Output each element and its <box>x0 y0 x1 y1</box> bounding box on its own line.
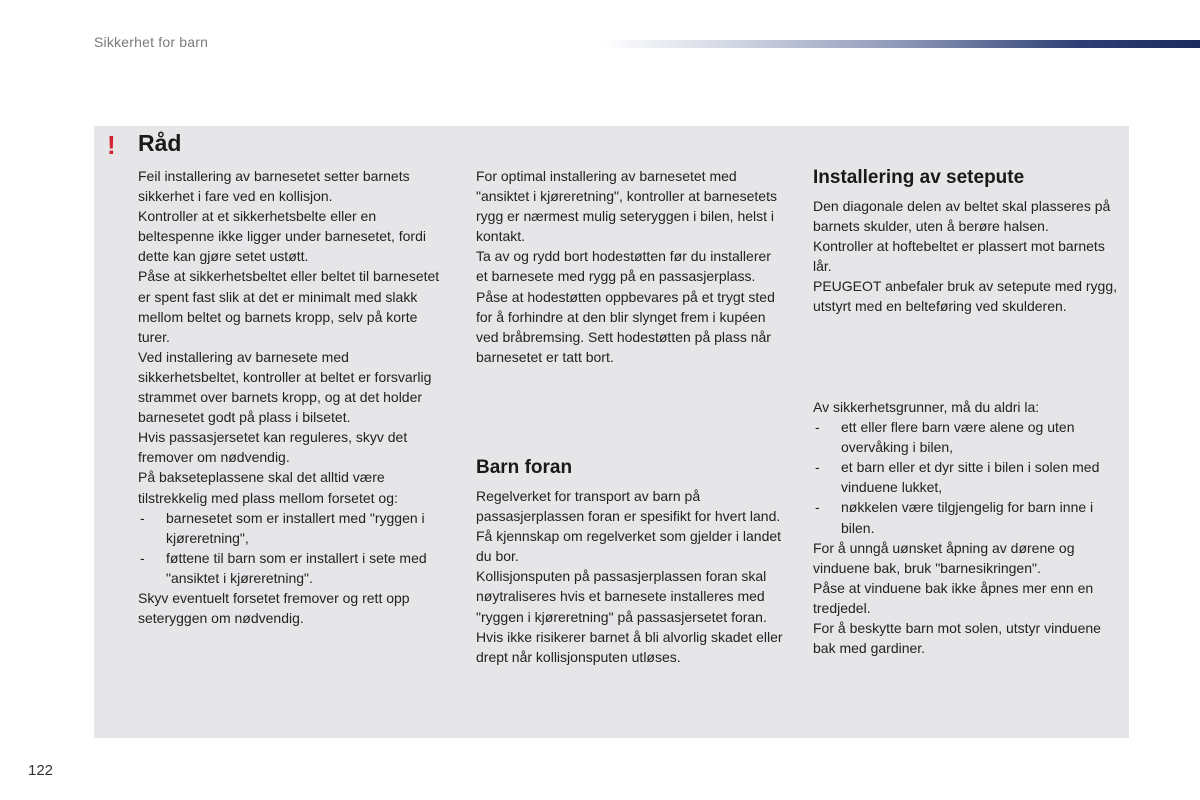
paragraph: Ved installering av barnesete med sikkerhetsbeltet, kontroller at beltet er forsvarlig strammet over barnets kropp, og at det holder barnesetet godt på plass i bilsetet. <box>138 348 432 426</box>
paragraph: Feil installering av barnesetet setter barnets sikkerhet i fare ved en kollisjon. <box>138 168 410 205</box>
paragraph: For å beskytte barn mot solen, utstyr vinduene bak med gardiner. <box>813 620 1101 657</box>
paragraph: Påse at vinduene bak ikke åpnes mer enn en tredjedel. <box>813 579 1094 616</box>
list-dash: - <box>815 499 820 516</box>
paragraph: Kollisjonsputen på passasjerplassen foran skal nøytraliseres hvis et barnesete installeres med "ryggen i kjøreretning" på passasjersetet foran. <box>476 568 767 625</box>
paragraph: På bakseteplassene skal det alltid være tilstrekkelig med plass mellom forsetet og: <box>138 469 398 506</box>
paragraph: Ta av og rydd bort hodestøtten før du installerer et barnesete med rygg på en passasjerplass. <box>476 248 771 285</box>
column-3-top <box>813 166 1125 317</box>
paragraph: Kontroller at et sikkerhetsbelte eller en beltespenne ikke ligger under barnesetet, fordi dette kan gjøre setet ustøtt. <box>138 208 426 265</box>
paragraph: PEUGEOT anbefaler bruk av setepute med rygg, utstyrt med en belteføring ved skulderen. <box>813 278 1118 315</box>
list-dash: - <box>815 419 820 436</box>
paragraph: Skyv eventuelt forsetet fremover og rett opp seteryggen om nødvendig. <box>138 589 410 627</box>
list-item-text: ett eller flere barn være alene og uten overvåking i bilen, <box>841 419 1075 456</box>
list-item <box>813 457 1125 497</box>
column-3-bottom <box>813 397 1125 658</box>
paragraph: Påse at hodestøtten oppbevares på et trygt sted for å forhindre at den blir slynget frem i kupéen ved bråbremsing. Sett hodestøtten på plass når barnesetet er tatt bort. <box>476 288 775 365</box>
list-item <box>138 548 448 588</box>
list-dash: - <box>815 459 820 476</box>
exclamation-icon: ! <box>107 130 116 160</box>
paragraph: Påse at sikkerhetsbeltet eller beltet til barnesetet er spent fast slik at det er minimalt med slakk mellom beltet og barnets kropp, selv på korte turer. <box>138 268 440 345</box>
list-item <box>813 497 1125 537</box>
column-1 <box>138 166 448 628</box>
paragraph: Regelverket for transport av barn på passasjerplassen foran er spesifikt for hvert land. Få kjennskap om regelverket som gjelder i landet du bor. <box>476 488 782 565</box>
list-dash: - <box>140 509 145 526</box>
section-title: Sikkerhet for barn <box>94 34 209 50</box>
header-gradient-bar <box>600 40 1200 48</box>
panel-title: Råd <box>138 130 182 156</box>
list-dash: - <box>140 549 145 566</box>
paragraph: Hvis passasjersetet kan reguleres, skyv det fremover om nødvendig. <box>138 429 408 466</box>
list-item <box>813 417 1125 457</box>
list-item-text: et barn eller et dyr sitte i bilen i solen med vinduene lukket, <box>841 459 1100 496</box>
list-item-text: nøkkelen være tilgjengelig for barn inne i bilen. <box>841 499 1094 536</box>
column-2-bottom <box>476 456 786 667</box>
paragraph: Den diagonale delen av beltet skal plasseres på barnets skulder, uten å berøre halsen. <box>813 198 1111 235</box>
paragraph: For optimal installering av barnesetet med "ansiktet i kjøreretning", kontroller at barnesetets rygg er nærmest mulig seteryggen i bilen, helst i kontakt. <box>476 168 777 245</box>
column-2-top <box>476 166 786 367</box>
list-item-text: føttene til barn som er installert i sete med "ansiktet i kjøreretning". <box>166 549 427 586</box>
page-number: 122 <box>28 762 54 779</box>
paragraph: For å unngå uønsket åpning av dørene og vinduene bak, bruk "barnesikringen". <box>813 539 1075 576</box>
paragraph: Av sikkerhetsgrunner, må du aldri la: <box>813 399 1040 415</box>
paragraph: Kontroller at hoftebeltet er plassert mot barnets lår. <box>813 238 1105 275</box>
paragraph: Hvis ikke risikerer barnet å bli alvorlig skadet eller drept når kollisjonsputen utløses. <box>476 628 783 665</box>
list-item <box>138 508 448 548</box>
section-heading: Installering av setepute <box>813 167 1025 188</box>
section-heading: Barn foran <box>476 457 573 478</box>
list-item-text: barnesetet som er installert med "ryggen i kjøreretning", <box>166 509 425 546</box>
